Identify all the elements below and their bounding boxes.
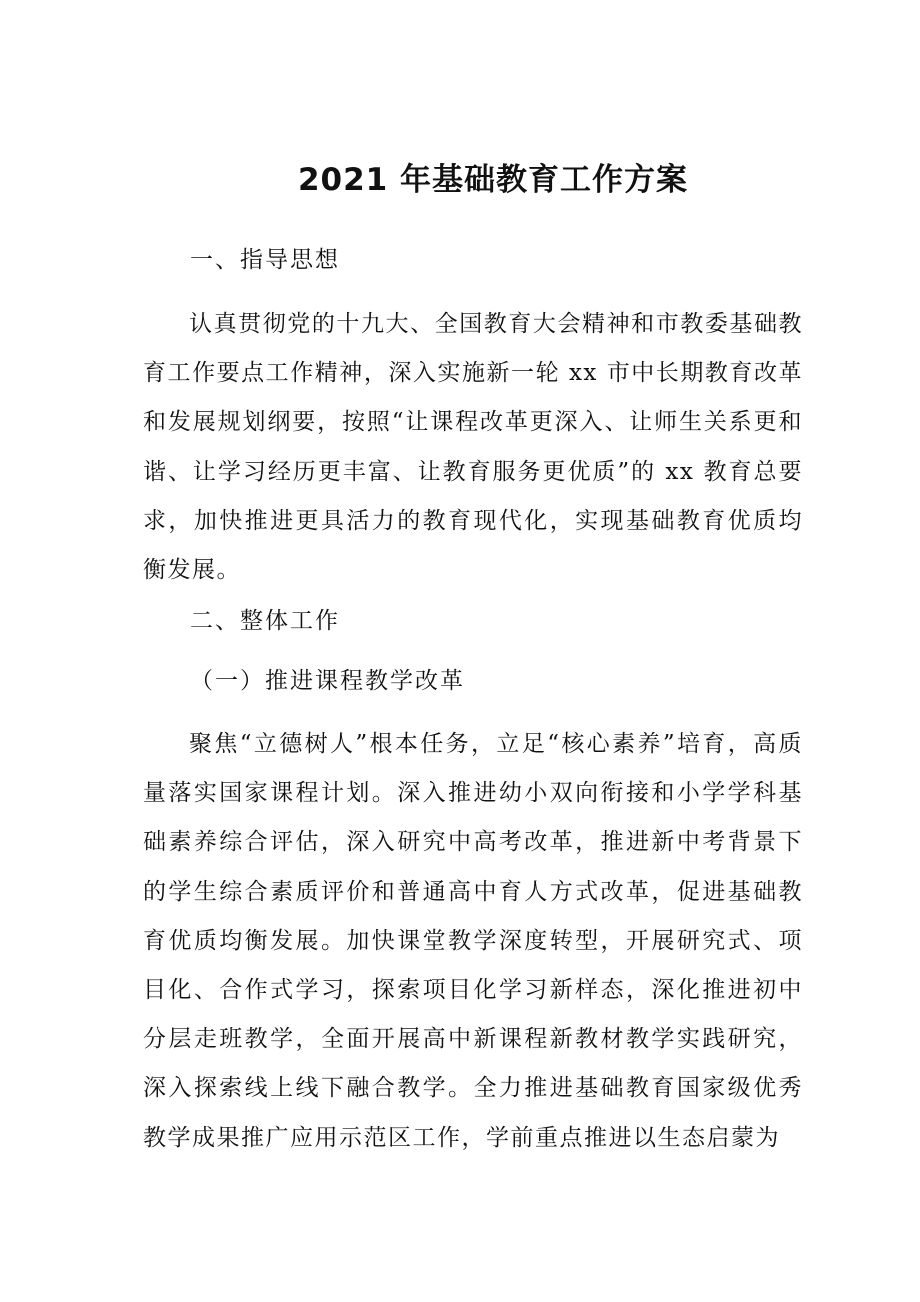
section-heading-overall-work: 二、整体工作 xyxy=(190,608,340,634)
paragraph-guiding-thought: 认真贯彻党的十九大、全国教育大会精神和市教委基础教育工作要点工作精神，深入实施新一轮 xx 市中长期教育改革和发展规划纲要，按照“让课程改革更深入、让师生关系更和谐、让学习经历更丰富、让教育服务更优质”的 xx 教育总要求，加快推进更具活力的教育现代化，实现基础教育优质均衡发展。 xyxy=(143,311,803,584)
section-heading-guiding-thought: 一、指导思想 xyxy=(190,247,340,273)
subsection-heading-curriculum-reform: （一）推进课程教学改革 xyxy=(190,668,465,694)
document-title: 2021 年基础教育工作方案 xyxy=(297,162,689,198)
paragraph-curriculum-reform: 聚焦“立德树人”根本任务，立足“核心素养”培育，高质量落实国家课程计划。深入推进幼小双向衔接和小学学科基础素养综合评估，深入研究中高考改革，推进新中考背景下的学生综合素质评价和普通高中育人方式改革，促进基础教育优质均衡发展。加快课堂教学深度转型，开展研究式、项目化、合作式学习，探索项目化学习新样态，深化推进初中分层走班教学，全面开展高中新课程新教材教学实践研究，深入探索线上线下融合教学。全力推进基础教育国家级优秀教学成果推广应用示范区工作，学前重点推进以生态启蒙为 xyxy=(143,731,803,1151)
